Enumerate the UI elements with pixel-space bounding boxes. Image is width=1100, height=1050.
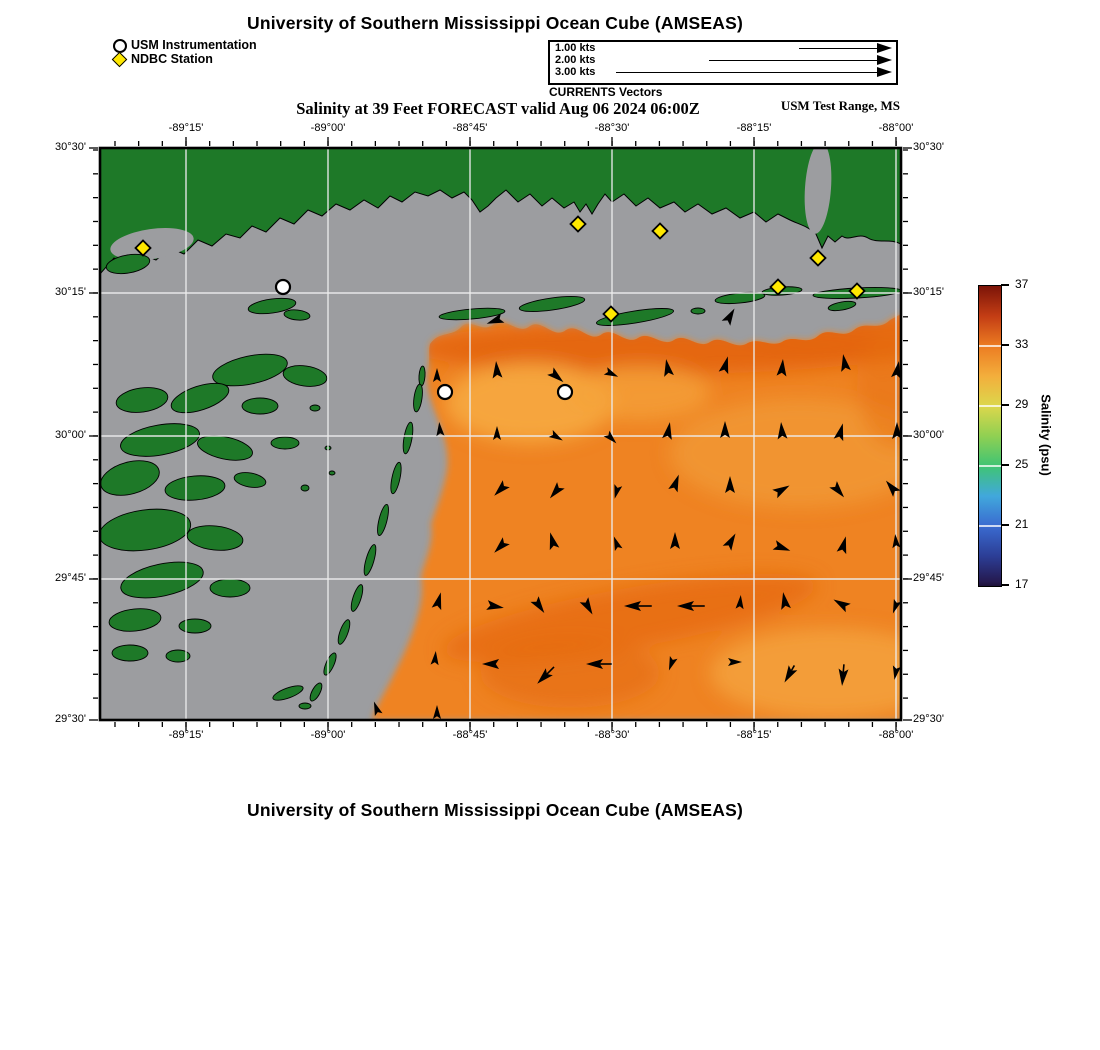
- y-axis-label-left: 29°30': [55, 713, 86, 725]
- y-axis-label-left: 30°15': [55, 286, 86, 298]
- colorbar-tick-label: 29: [1015, 397, 1029, 411]
- colorbar-tick-label: 17: [1015, 577, 1029, 591]
- vector-key-arrowhead-icon: [877, 55, 892, 65]
- usm-instrument-marker: [438, 385, 452, 399]
- x-axis-label-bottom: -88°00': [878, 729, 914, 741]
- colorbar-tick-line: [979, 405, 1001, 407]
- y-axis-label-right: 30°15': [913, 286, 944, 298]
- legend-ndbc-label: NDBC Station: [131, 52, 213, 66]
- x-axis-label-bottom: -88°30': [594, 729, 630, 741]
- vector-key-arrowhead-icon: [877, 43, 892, 53]
- currents-vector-key: [548, 40, 898, 85]
- x-axis-label-bottom: -88°45': [452, 729, 488, 741]
- colorbar-tick: [1001, 404, 1009, 406]
- x-axis-label-top: -88°30': [594, 122, 630, 134]
- footer-title: University of Southern Mississippi Ocean Cube (AMSEAS): [246, 800, 744, 820]
- y-axis-label-right: 29°30': [913, 713, 944, 725]
- colorbar-tick-label: 25: [1015, 457, 1029, 471]
- vector-key-label: 3.00 kts: [555, 66, 596, 78]
- x-axis-label-bottom: -88°15': [736, 729, 772, 741]
- y-axis-label-left: 30°00': [55, 429, 86, 441]
- range-label: USM Test Range, MS: [780, 98, 900, 113]
- vector-key-line: [616, 72, 879, 73]
- page-title: University of Southern Mississippi Ocean Cube (AMSEAS): [246, 13, 744, 33]
- usm-instrument-marker: [558, 385, 572, 399]
- colorbar-tick-label: 21: [1015, 517, 1029, 531]
- y-axis-label-right: 30°30': [913, 141, 944, 153]
- ndbc-diamond-icon: [114, 54, 125, 65]
- y-axis-label-left: 29°45': [55, 572, 86, 584]
- y-axis-label-right: 30°00': [913, 429, 944, 441]
- y-axis-label-left: 30°30': [55, 141, 86, 153]
- x-axis-label-top: -89°15': [168, 122, 204, 134]
- colorbar-tick: [1001, 464, 1009, 466]
- colorbar-tick: [1001, 584, 1009, 586]
- forecast-subtitle: Salinity at 39 Feet FORECAST valid Aug 06 2024 06:00Z: [296, 99, 700, 118]
- colorbar-tick-line: [979, 525, 1001, 527]
- usm-instrument-marker: [276, 280, 290, 294]
- legend-usm-label: USM Instrumentation: [131, 38, 257, 52]
- vector-key-arrowhead-icon: [877, 67, 892, 77]
- colorbar-tick: [1001, 344, 1009, 346]
- forecast-map: [87, 135, 914, 733]
- x-axis-label-bottom: -89°15': [168, 729, 204, 741]
- colorbar-tick-line: [979, 465, 1001, 467]
- colorbar-tick: [1001, 524, 1009, 526]
- vector-key-label: 2.00 kts: [555, 54, 596, 66]
- x-axis-label-top: -88°15': [736, 122, 772, 134]
- vector-key-label: 1.00 kts: [555, 42, 596, 54]
- x-axis-label-bottom: -89°00': [310, 729, 346, 741]
- y-axis-label-right: 29°45': [913, 572, 944, 584]
- vector-key-line: [799, 48, 879, 49]
- x-axis-label-top: -88°45': [452, 122, 488, 134]
- x-axis-label-top: -88°00': [878, 122, 914, 134]
- colorbar-tick: [1001, 284, 1009, 286]
- currents-vector-caption: CURRENTS Vectors: [549, 85, 663, 99]
- colorbar-tick-label: 33: [1015, 337, 1029, 351]
- usm-circle-icon: [113, 39, 127, 53]
- colorbar-tick-line: [979, 345, 1001, 347]
- salinity-colorbar: [978, 285, 1002, 587]
- colorbar-tick-label: 37: [1015, 277, 1029, 291]
- salinity-field: [372, 310, 914, 720]
- colorbar-title: Salinity (psu): [1038, 394, 1054, 476]
- vector-key-line: [709, 60, 879, 61]
- x-axis-label-top: -89°00': [310, 122, 346, 134]
